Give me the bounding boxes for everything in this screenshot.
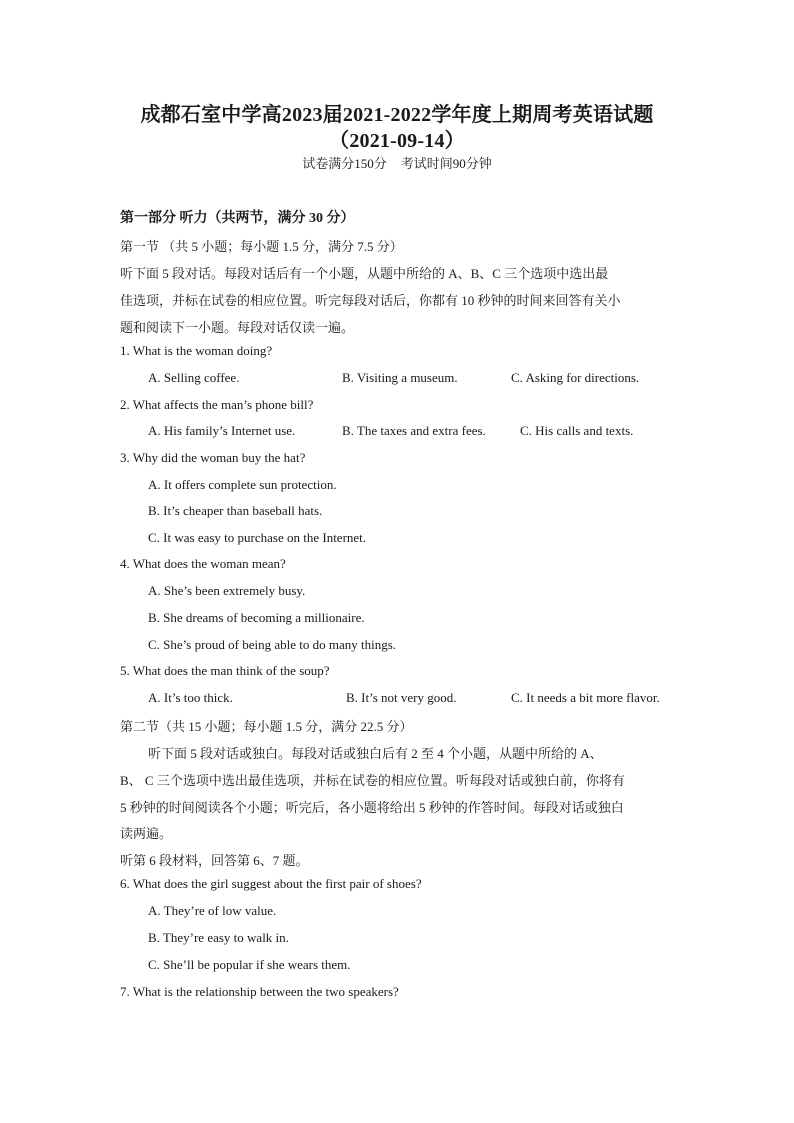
exam-title: 成都石室中学高2023届2021-2022学年度上期周考英语试题 bbox=[140, 104, 654, 126]
question-5-option-c: C. It needs a bit more flavor. bbox=[511, 690, 660, 705]
section2-instruction-4: 读两遍。 bbox=[120, 826, 173, 841]
part1-heading: 第一部分 听力（共两节，满分 30 分） bbox=[120, 211, 355, 226]
question-2-option-c: C. His calls and texts. bbox=[520, 423, 634, 438]
question-2-option-a: A. His family’s Internet use. bbox=[148, 423, 296, 438]
question-6-option-a: A. They’re of low value. bbox=[148, 903, 277, 918]
question-4-option-b: B. She dreams of becoming a millionaire. bbox=[148, 610, 365, 625]
section2-heading: 第二节（共 15 小题；每小题 1.5 分，满分 22.5 分） bbox=[120, 719, 413, 734]
material-note: 听第 6 段材料，回答第 6、7 题。 bbox=[120, 853, 309, 868]
question-5-option-b: B. It’s not very good. bbox=[346, 690, 457, 705]
question-2-stem: 2. What affects the man’s phone bill? bbox=[120, 397, 314, 412]
question-6-option-b: B. They’re easy to walk in. bbox=[148, 930, 289, 945]
question-4-stem: 4. What does the woman mean? bbox=[120, 556, 286, 571]
question-6-stem: 6. What does the girl suggest about the first pair of shoes? bbox=[120, 876, 422, 891]
section2-instruction-3: 5 秒钟的时间阅读各个小题；听完后，各小题将给出 5 秒钟的作答时间。每段对话或独白 bbox=[120, 800, 624, 815]
question-4-option-a: A. She’s been extremely busy. bbox=[148, 583, 306, 598]
section1-instruction-2: 佳选项，并标在试卷的相应位置。听完每段对话后，你都有 10 秒钟的时间来回答有关小 bbox=[120, 293, 621, 308]
section1-instruction-3: 题和阅读下一小题。每段对话仅读一遍。 bbox=[120, 320, 355, 335]
question-3-option-b: B. It’s cheaper than baseball hats. bbox=[148, 503, 323, 518]
question-6-option-c: C. She’ll be popular if she wears them. bbox=[148, 957, 351, 972]
question-3-option-a: A. It offers complete sun protection. bbox=[148, 477, 337, 492]
exam-time: 考试时间90分钟 bbox=[400, 156, 492, 171]
exam-info bbox=[0, 153, 794, 172]
section2-instruction-2: B、 C 三个选项中选出最佳选项，并标在试卷的相应位置。听每段对话或独白前，你将有 bbox=[120, 773, 625, 788]
full-score: 试卷满分150分 bbox=[302, 156, 387, 171]
exam-date: （2021-09-14） bbox=[329, 130, 465, 152]
section2-instruction-1: 听下面 5 段对话或独白。每段对话或独白后有 2 至 4 个小题，从题中所给的 A、 bbox=[148, 746, 603, 761]
question-3-stem: 3. Why did the woman buy the hat? bbox=[120, 450, 306, 465]
question-1-stem: 1. What is the woman doing? bbox=[120, 343, 273, 358]
question-5-stem: 5. What does the man think of the soup? bbox=[120, 663, 330, 678]
section1-instruction-1: 听下面 5 段对话。每段对话后有一个小题，从题中所给的 A、B、C 三个选项中选出最 bbox=[120, 266, 609, 281]
question-5-option-a: A. It’s too thick. bbox=[148, 690, 233, 705]
question-1-option-c: C. Asking for directions. bbox=[511, 370, 640, 385]
question-1-option-a: A. Selling coffee. bbox=[148, 370, 240, 385]
question-1-option-b: B. Visiting a museum. bbox=[342, 370, 458, 385]
section1-heading: 第一节 （共 5 小题；每小题 1.5 分，满分 7.5 分） bbox=[120, 239, 403, 254]
question-2-option-b: B. The taxes and extra fees. bbox=[342, 423, 486, 438]
question-4-option-c: C. She’s proud of being able to do many things. bbox=[148, 637, 397, 652]
question-7-stem: 7. What is the relationship between the two speakers? bbox=[120, 984, 399, 999]
question-3-option-c: C. It was easy to purchase on the Internet. bbox=[148, 530, 367, 545]
